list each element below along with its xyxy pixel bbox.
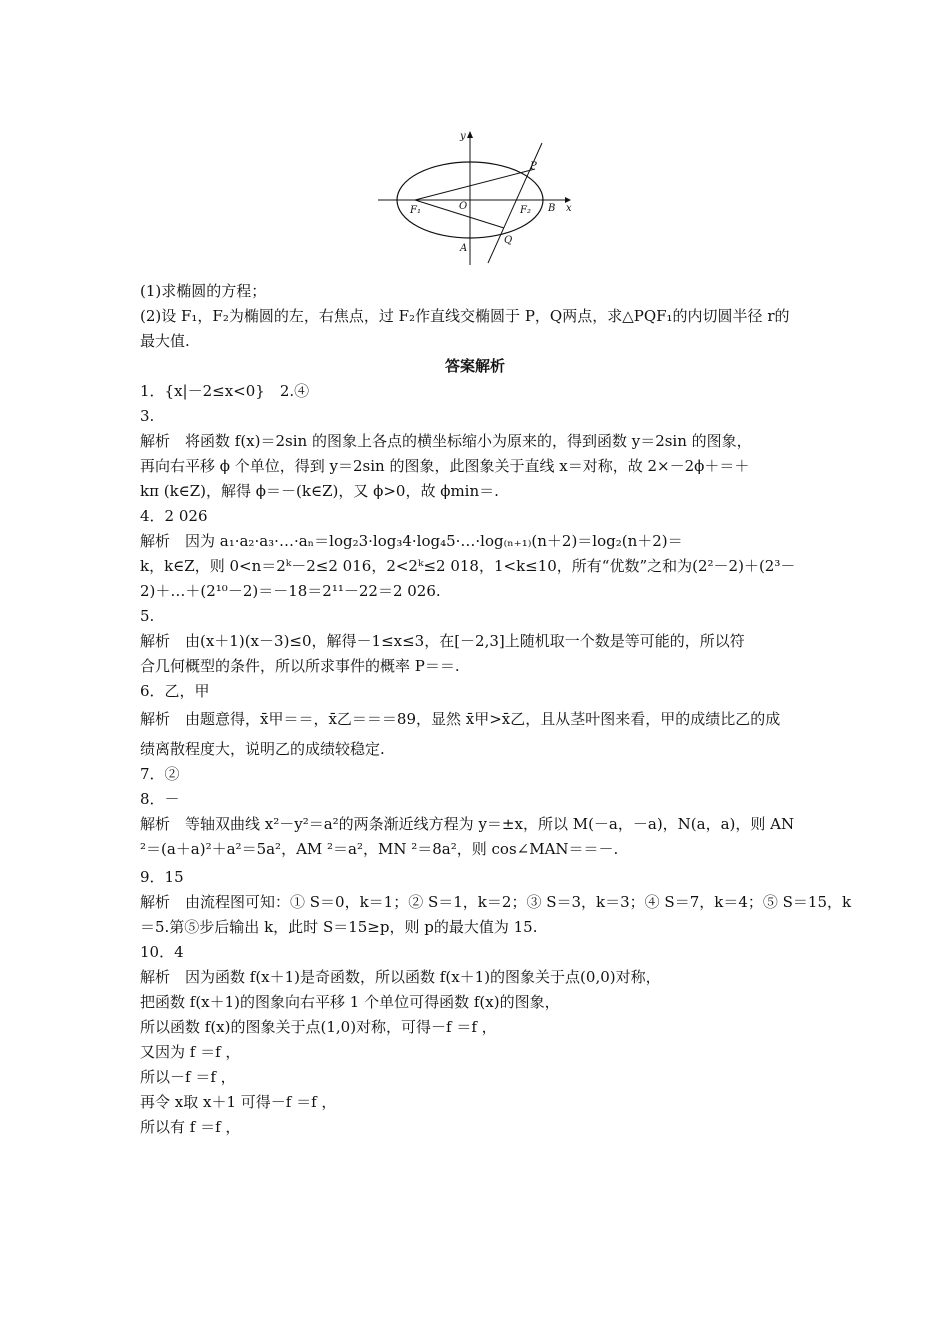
answer-line: 解析 因为函数 f(x＋1)是奇函数，所以函数 f(x＋1)的图象关于点(0,0)对称， — [140, 968, 661, 986]
answer-line: 解析 由(x＋1)(x－3)≤0，解得－1≤x≤3，在[－2,3]上随机取一个数是等可能的，所以符 — [140, 632, 745, 650]
answer-line: 1．{x|－2≤x<0} 2.④ — [140, 382, 310, 400]
answer-line: 8．－ — [140, 790, 180, 808]
answer-line: 解析 等轴双曲线 x²－y²＝a²的两条渐近线方程为 y＝±x，所以 M(－a，－a)，N(a，a)，则 AN — [140, 815, 795, 833]
answer-line: 又因为 f ＝f ， — [140, 1043, 241, 1061]
label-y: y — [460, 131, 466, 142]
label-f2: F₂ — [520, 205, 531, 216]
answer-line: kπ (k∈Z)，解得 ϕ＝－(k∈Z)，又 ϕ>0，故 ϕmin＝. — [140, 482, 499, 500]
answer-line: 解析 将函数 f(x)＝2sin 的图象上各点的横坐标缩小为原来的，得到函数 y＝2sin 的图象， — [140, 432, 752, 450]
answer-line: 2)＋…＋(2¹⁰－2)＝－18＝2¹¹－22＝2 026. — [140, 582, 441, 600]
answer-line: 所以－f ＝f ， — [140, 1068, 236, 1086]
answer-line: k，k∈Z，则 0<n＝2ᵏ－2≤2 016，2<2ᵏ≤2 018，1<k≤10，所有“优数”之和为(2²－2)＋(2³－ — [140, 557, 796, 575]
answer-line: 7．② — [140, 765, 180, 783]
problem-part-1: (1)求椭圆的方程； — [140, 282, 267, 300]
answer-line: 解析 由题意得，x̄甲＝＝，x̄乙＝＝＝89，显然 x̄甲>x̄乙，且从茎叶图来看，甲的成绩比乙的成 — [140, 710, 781, 728]
answer-title: 答案解析 — [444, 357, 505, 375]
answer-line: 解析 因为 a₁·a₂·a₃·…·aₙ＝log₂3·log₃4·log₄5·…·log₍ₙ₊₁₎(n＋2)＝log₂(n＋2)＝ — [140, 532, 683, 550]
answer-line: 4．2 026 — [140, 507, 208, 525]
answer-line: 所以函数 f(x)的图象关于点(1,0)对称，可得－f ＝f ， — [140, 1018, 497, 1036]
answer-line: 所以有 f ＝f ， — [140, 1118, 241, 1136]
answer-line: 再令 x取 x＋1 可得－f ＝f ， — [140, 1093, 337, 1111]
answer-line: 6．乙，甲 — [140, 682, 210, 700]
problem-part-2-line-1: (2)设 F₁，F₂为椭圆的左，右焦点，过 F₂作直线交椭圆于 P，Q两点，求△PQF₁的内切圆半径 r的 — [140, 307, 790, 325]
answer-line: 5. — [140, 607, 155, 625]
problem-part-2-line-2: 最大值. — [140, 332, 190, 350]
answer-line: 10．4 — [140, 943, 184, 961]
label-o: O — [459, 201, 468, 212]
answer-line: 把函数 f(x＋1)的图象向右平移 1 个单位可得函数 f(x)的图象， — [140, 993, 560, 1011]
label-b: B — [548, 203, 556, 214]
ellipse-diagram — [370, 125, 590, 270]
answer-line: ＝5.第⑤步后输出 k，此时 S＝15≥p，则 p的最大值为 15. — [140, 918, 538, 936]
answer-line: ²＝(a＋a)²＋a²＝5a²，AM ²＝a²，MN ²＝8a²，则 cos∠MAN＝＝－. — [140, 840, 619, 858]
answer-line: 绩离散程度大，说明乙的成绩较稳定. — [140, 740, 385, 758]
label-f1: F₁ — [410, 205, 421, 216]
answer-line: 合几何概型的条件，所以所求事件的概率 P＝＝. — [140, 657, 460, 675]
label-p: P — [530, 161, 537, 172]
ellipse-figure — [370, 125, 590, 270]
label-q: Q — [504, 235, 513, 246]
answer-line: 再向右平移 ϕ 个单位，得到 y＝2sin 的图象，此图象关于直线 x＝对称，故 2×－2ϕ＋＝＋ — [140, 457, 750, 475]
label-x: x — [566, 203, 572, 214]
answer-line: 9．15 — [140, 868, 184, 886]
answer-line: 解析 由流程图可知：① S＝0，k＝1；② S＝1，k＝2；③ S＝3，k＝3；④ S＝7，k＝4；⑤ S＝15，k — [140, 893, 852, 911]
label-a: A — [460, 243, 468, 254]
answer-line: 3. — [140, 407, 155, 425]
